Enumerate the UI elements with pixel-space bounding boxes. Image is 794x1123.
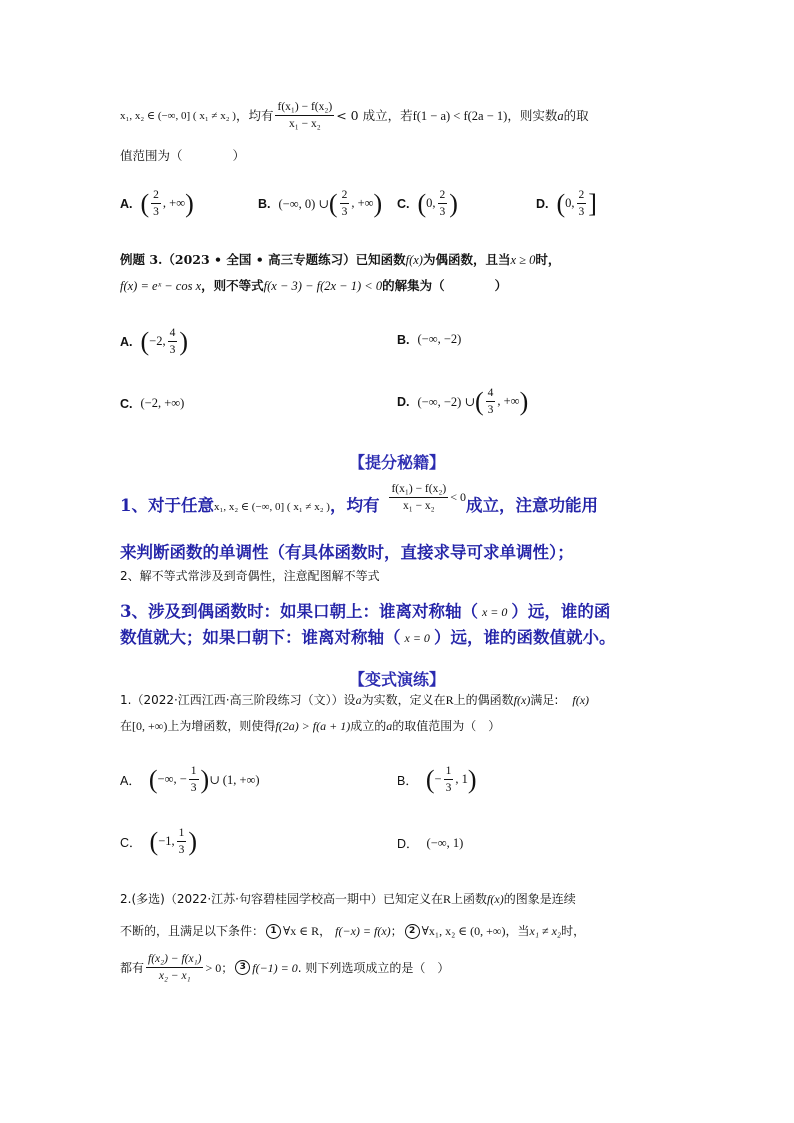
q1-option-c[interactable]: [120, 826, 197, 857]
tips-p3-x: x = 0: [481, 604, 508, 619]
top-fraction: [275, 100, 334, 131]
q2-line3: [120, 952, 449, 983]
q1-fx2: f(x): [572, 693, 590, 707]
paren-open: (: [425, 764, 435, 794]
q2-R: R: [443, 892, 452, 906]
q2-src: (多选)（2022·江苏·句容碧桂园学校高一期中）已知定义在: [131, 892, 443, 906]
paren-close: ): [188, 826, 198, 856]
top-tail: ，则实数: [507, 107, 558, 123]
paren-close: ): [519, 386, 529, 416]
option-value: (−∞, −2): [417, 332, 462, 346]
paren-close: ): [200, 764, 210, 794]
q1-line2: [120, 716, 500, 736]
paren-open: (: [417, 188, 427, 218]
option-rest: , +∞: [497, 394, 520, 408]
top-option-a[interactable]: [120, 188, 194, 219]
frac-den: 3: [341, 206, 348, 218]
example3-option-b[interactable]: [397, 332, 461, 347]
q2-c2-cond: x₁ ≠ x₂: [529, 924, 562, 938]
q2-c3-eq: f(−1) = 0: [252, 960, 298, 975]
q1-t1: 为实数，定义在: [361, 693, 446, 707]
option-label: B．: [397, 773, 418, 788]
circled-2-icon: 2: [405, 924, 420, 939]
frac-den: 3: [178, 844, 185, 856]
frac-den: 3: [487, 404, 494, 416]
option-fraction: [577, 188, 587, 219]
q1-num: 1.: [120, 693, 132, 707]
circled-1-icon: 1: [266, 924, 281, 939]
tips-frac-den: x₁ − x₂: [402, 499, 435, 512]
option-pre: −1,: [158, 834, 175, 848]
top-option-c[interactable]: [397, 188, 458, 219]
tips-p3-a: 3、涉及到偶函数时：如果口朝上：谁离对称轴（: [120, 602, 478, 621]
frac-den: 3: [578, 206, 585, 218]
tips-p1-line1: [120, 482, 598, 518]
paren-close: ): [467, 764, 477, 794]
q2-fraction: [146, 952, 203, 983]
q2-l2c: 时，: [561, 924, 586, 938]
example3-ineq: f(x − 3) − f(2x − 1) < 0: [263, 279, 383, 293]
top-cond-word: ，均有: [235, 107, 274, 123]
q1-a: a: [355, 693, 362, 707]
example3-label: 例题 3.: [120, 252, 163, 267]
frac-num: 4: [486, 386, 496, 402]
option-value: (−2, +∞): [140, 396, 185, 410]
q2-line1: [120, 889, 576, 909]
q2-l3b: . 则下列选项成立的是（ ）: [297, 960, 450, 975]
paren-open: (: [328, 188, 338, 218]
frac-num: 2: [151, 188, 161, 204]
option-rest: , 1: [455, 772, 468, 786]
option-label: C.: [120, 396, 133, 411]
option-label: A.: [120, 196, 133, 211]
q1-fx: f(x): [513, 693, 531, 707]
q1-l2b: 上为增函数，则使得: [167, 719, 276, 733]
top-option-b[interactable]: [258, 188, 382, 219]
example3-line1: [120, 250, 560, 270]
frac-den: 3: [439, 206, 446, 218]
q2-l3a: 都有: [120, 960, 145, 975]
option-label: B.: [258, 196, 271, 211]
paren-open: (: [556, 188, 566, 218]
q2-t2: 的图象是连续: [503, 892, 576, 906]
q1-option-a[interactable]: [120, 764, 260, 795]
q2-num: 2.: [120, 892, 132, 906]
paren-open: (: [140, 326, 150, 356]
option-pre: 0,: [426, 196, 436, 210]
frac-num: 2: [577, 188, 587, 204]
option-fraction: [486, 386, 496, 417]
option-label: D.: [536, 196, 549, 211]
frac-num: 4: [168, 326, 178, 342]
option-label: D．: [397, 837, 419, 851]
paren-close: ): [449, 188, 458, 218]
q1-l2a: 在: [120, 719, 133, 733]
top-after-frac: < 0 成立，若: [336, 107, 413, 123]
top-option-d[interactable]: [536, 188, 597, 219]
tips-p3-line1: [120, 600, 610, 624]
frac-num: 2: [340, 188, 350, 204]
option-pre: −: [434, 772, 442, 786]
q1-R: R: [445, 693, 454, 707]
example3-option-a[interactable]: [120, 326, 188, 357]
tips-p1-b: ，均有: [329, 496, 380, 515]
tips-p1-cond: x₁, x₂ ∈ (−∞, 0] ( x₁ ≠ x₂ ): [213, 500, 330, 513]
option-label: B.: [397, 332, 410, 347]
option-pre: −∞, −: [157, 772, 187, 786]
q1-option-b[interactable]: [397, 764, 477, 795]
option-value: (−∞, 1): [426, 835, 464, 850]
q2-semi: ；: [390, 924, 403, 938]
top-ineq: f(1 − a) < f(2a − 1): [412, 108, 508, 123]
top-tail2: 的取: [563, 107, 589, 123]
option-rest: , +∞: [162, 196, 186, 210]
tips-p3-x2: x = 0: [404, 630, 430, 645]
q1-l2d: 的取值范围为（ ）: [392, 719, 501, 733]
tips-p1-line2: 来判断函数的单调性（有具体函数时，直接求导可求单调性）；: [120, 543, 574, 562]
q1-option-d[interactable]: [397, 834, 463, 852]
paren-close: ): [185, 188, 194, 218]
q1-l2c: 成立的: [350, 719, 387, 733]
option-fraction: [438, 188, 448, 219]
tips-heading: 【提分秘籍】: [348, 453, 445, 472]
tips-p1-c: 成立，注意功能用: [465, 496, 598, 515]
example3-line2: [120, 276, 507, 296]
tips-p3-line2: [120, 626, 615, 650]
paren-close: ): [373, 188, 383, 218]
frac-num: 1: [177, 826, 187, 842]
frac-den: 3: [169, 344, 176, 356]
q1-src: （2022·江西江西·高三阶段练习（文））设: [131, 693, 356, 707]
example3-t3: ，则不等式: [201, 278, 264, 293]
option-fraction: [151, 188, 161, 219]
q2-frac-den: x₂ − x₁: [158, 970, 191, 982]
practice-heading: 【变式演练】: [348, 670, 445, 689]
top-frac-den: x₁ − x₂: [288, 118, 321, 130]
option-pre: −2,: [149, 334, 166, 348]
paren-close: ): [179, 326, 189, 356]
example3-t2: 时，: [535, 252, 561, 267]
example3-def: f(x) = eˣ − cos x: [120, 279, 202, 293]
q2-semi2: ；: [221, 960, 234, 975]
q2-fx: f(x): [487, 892, 504, 906]
q2-l2b: ，当: [505, 924, 530, 938]
top-cond: x₁, x₂ ∈ (−∞, 0] ( x₁ ≠ x₂ ): [120, 109, 236, 122]
tips-lt: < 0: [450, 489, 466, 504]
option-pre: (−∞, 0) ∪: [278, 196, 329, 211]
frac-den: 3: [190, 782, 197, 794]
paren-open: (: [140, 188, 150, 218]
paren-open: (: [148, 764, 158, 794]
frac-den: 3: [153, 206, 159, 218]
frac-num: 1: [189, 764, 199, 780]
example3-option-c[interactable]: [120, 396, 184, 411]
option-rest: ∪ (1, +∞): [209, 772, 260, 787]
bracket-close: ]: [588, 188, 597, 218]
paren-open: (: [149, 826, 159, 856]
frac-den: 3: [445, 782, 452, 794]
option-label: C.: [397, 196, 410, 211]
top-problem-line2: 值范围为（ ）: [120, 148, 246, 163]
q2-gt: > 0: [205, 960, 222, 975]
tips-p3-d: ）远，谁的函数值就小。: [433, 628, 616, 647]
q2-c1-eq: f(−x) = f(x): [335, 924, 391, 938]
q2-line2: [120, 921, 585, 941]
q2-l2a: 不断的，且满足以下条件：: [120, 924, 265, 938]
frac-num: 2: [438, 188, 448, 204]
tips-p1-a: 1、对于任意: [120, 496, 214, 515]
option-fraction: [340, 188, 350, 219]
q2-c2-text: ∀x₁, x₂ ∈ (0, +∞): [421, 924, 506, 938]
example3-func: f(x): [405, 253, 423, 267]
option-pre: (−∞, −2) ∪: [417, 394, 475, 409]
q1-line1: [120, 690, 589, 710]
option-label: A.: [120, 334, 133, 349]
circled-3-icon: 3: [235, 960, 250, 975]
top-var: a: [557, 108, 564, 123]
example3-t4: 的解集为（ ）: [382, 278, 508, 293]
q2-frac-num: f(x₂) − f(x₁): [146, 952, 203, 968]
q1-ineq: f(2a) > f(a + 1): [275, 719, 351, 733]
tips-p2: 2、解不等式常涉及到奇偶性，注意配图解不等式: [120, 569, 380, 583]
top-problem-line1: [120, 100, 589, 131]
q1-interval: [0, +∞): [132, 719, 168, 733]
q1-t2: 上的偶函数: [453, 693, 514, 707]
option-fraction: [177, 826, 187, 857]
example3-cond: x ≥ 0: [510, 253, 536, 267]
option-label: A．: [120, 773, 141, 788]
tips-p3-c: 数值就大；如果口朝下：谁离对称轴（: [120, 628, 401, 647]
option-rest: , +∞: [351, 196, 374, 210]
q1-t3: 满足:: [530, 693, 559, 707]
q1-a2: a: [386, 719, 393, 733]
option-label: C．: [120, 835, 142, 850]
option-fraction: [168, 326, 178, 357]
example3-t1: 为偶函数，且当: [422, 252, 511, 267]
example3-option-d[interactable]: [397, 386, 528, 417]
q2-t1: 上函数: [451, 892, 488, 906]
option-fraction: [444, 764, 454, 795]
option-label: D.: [397, 394, 410, 409]
q2-c1-text: ∀x ∈ R，: [283, 924, 332, 938]
option-pre: 0,: [565, 196, 575, 210]
example3-source: （2023 • 全国 • 高三专题练习）已知函数: [162, 252, 406, 267]
frac-num: 1: [444, 764, 454, 780]
tips-p3-b: ）远，谁的函: [511, 602, 611, 621]
tips-frac-num: f(x₁) − f(x₂): [389, 482, 448, 498]
top-frac-num: f(x₁) − f(x₂): [275, 100, 334, 116]
option-fraction: [189, 764, 199, 795]
tips-fraction: [389, 482, 448, 513]
paren-open: (: [474, 386, 484, 416]
